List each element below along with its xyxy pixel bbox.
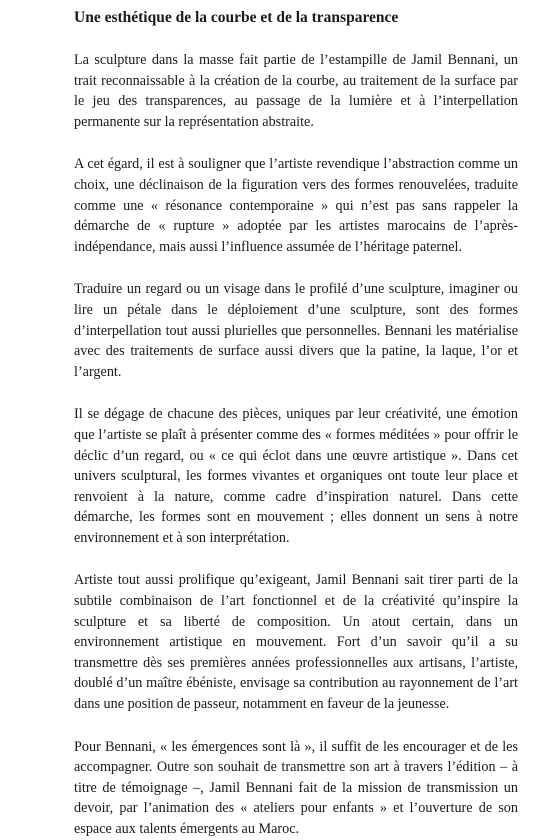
paragraph: La sculpture dans la masse fait partie de l’estampille de Jamil Bennani, un trait reconnaissable à la création de la courbe, au traitement de la surface par le jeu des transparences, au passage de la lumière et à l’interpellation permanente sur la représentation abstraite.: [74, 52, 518, 130]
paragraph: Traduire un regard ou un visage dans le profilé d’une sculpture, imaginer ou lire un pétale dans le déploiement d’une sculpture, sont des formes d’interpellation tout aussi plurielles que personnelles. Bennani les matérialise avec des traitements de surface aussi divers que la patine, la laque, l’or et l’argent.: [74, 281, 518, 380]
article-body: [74, 50, 518, 840]
paragraph: Pour Bennani, « les émergences sont là », il suffit de les encourager et de les accompagner. Outre son souhait de transmettre son art à travers l’édition – à titre de témoignage –, Jamil Bennani fait de la mission de transmission un devoir, par l’animation des « ateliers pour enfants » et l’ouverture de son espace aux talents émergents au Maroc.: [74, 738, 518, 837]
paragraph: A cet égard, il est à souligner que l’artiste revendique l’abstraction comme un choix, une déclinaison de la figuration vers des formes renouvelées, traduite comme une « résonance contemporaine » qui n’est pas sans rappeler la démarche de « rupture » adoptée par les artistes marocains de l’après-indépendance, mais aussi l’influence assumée de l’héritage paternel.: [74, 156, 518, 255]
article: [74, 8, 518, 840]
paragraph: Artiste tout aussi prolifique qu’exigeant, Jamil Bennani sait tirer parti de la subtile combinaison de l’art fonctionnel et de la créativité qu’inspire la sculpture et sa liberté de composition. Un atout certain, dans un environnement artistique en mouvement. Fort d’un savoir qu’il a su transmettre dès ses premières années professionnelles aux artisans, l’artiste, doublé d’un maître ébéniste, envisage sa contribution au rayonnement de l’art dans une position de passeur, notamment en faveur de la jeunesse.: [74, 572, 518, 713]
paragraph: Il se dégage de chacune des pièces, uniques par leur créativité, une émotion que l’artiste se plaît à présenter comme des « formes méditées » pour offrir le déclic d’un regard, ou « ce qui éclot dans une œuvre artistique ». Dans cet univers sculptural, les formes vivantes et organiques ont toute leur place et renvoient à la nature, comme cadre d’inspiration naturel. Dans cette démarche, les formes sont en mouvement ; elles donnent un sens à notre environnement et à son interprétation.: [74, 406, 518, 546]
article-title: Une esthétique de la courbe et de la transparence: [74, 9, 399, 26]
